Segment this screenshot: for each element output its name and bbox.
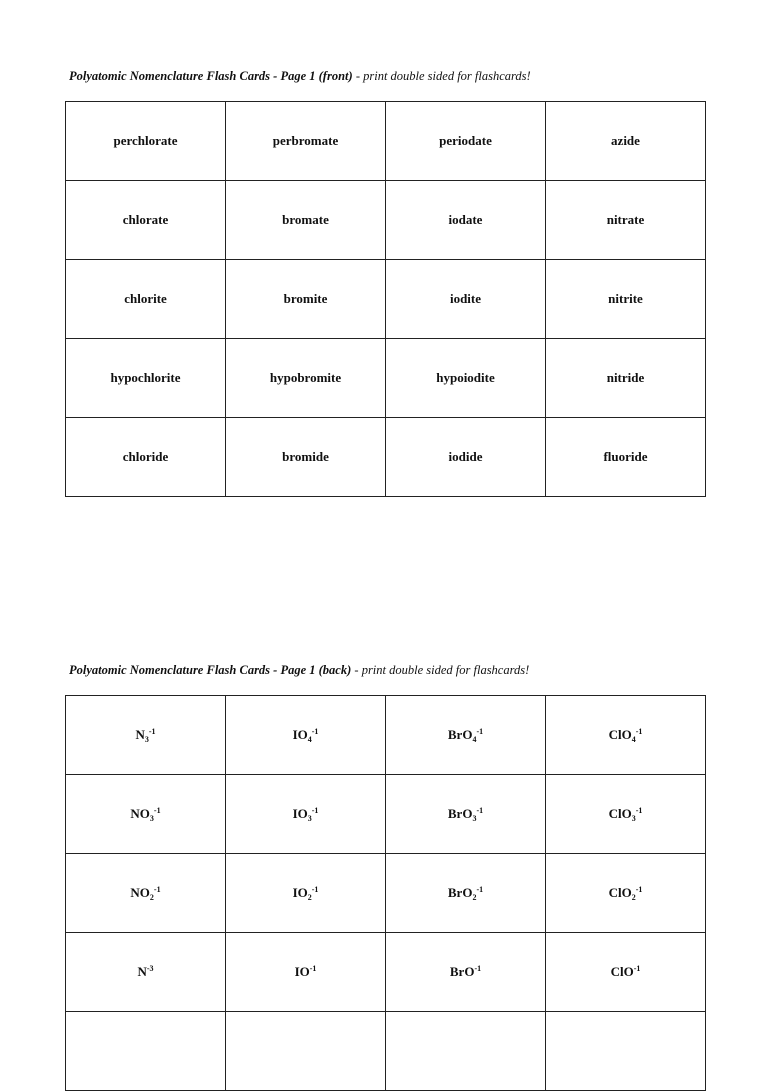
formula-subscript: 3 xyxy=(144,735,149,744)
front-card: bromite xyxy=(226,260,386,339)
back-card xyxy=(226,696,386,775)
formula-charge: -1 xyxy=(476,727,484,736)
front-card: iodide xyxy=(386,418,546,497)
formula-subscript: 2 xyxy=(631,893,636,902)
formula-charge: -3 xyxy=(146,964,154,973)
front-card-row xyxy=(66,181,706,260)
formula-base: BrO xyxy=(449,964,475,979)
back-card-row xyxy=(66,1012,706,1091)
formula-charge: -1 xyxy=(635,727,643,736)
formula-base: NO xyxy=(130,806,150,821)
back-card xyxy=(66,933,226,1012)
front-card: chlorate xyxy=(66,181,226,260)
formula-base: ClO xyxy=(608,727,632,742)
back-card xyxy=(546,696,706,775)
formula-charge: -1 xyxy=(153,806,161,815)
back-card xyxy=(546,1012,706,1091)
formula-charge: -1 xyxy=(476,885,484,894)
front-card-row xyxy=(66,102,706,181)
back-card xyxy=(66,696,226,775)
formula-subscript: 4 xyxy=(472,735,477,744)
formula-charge: -1 xyxy=(476,806,484,815)
formula-base: N xyxy=(137,964,147,979)
formula-base: IO xyxy=(292,885,308,900)
back-card-row xyxy=(66,775,706,854)
back-card xyxy=(66,775,226,854)
front-card: nitrite xyxy=(546,260,706,339)
front-card: iodite xyxy=(386,260,546,339)
back-card xyxy=(226,775,386,854)
back-card xyxy=(546,854,706,933)
back-card xyxy=(386,775,546,854)
front-card: bromate xyxy=(226,181,386,260)
formula-base: ClO xyxy=(608,806,632,821)
formula-base: IO xyxy=(292,806,308,821)
front-card: periodate xyxy=(386,102,546,181)
formula-base: N xyxy=(135,727,145,742)
formula-subscript: 3 xyxy=(307,814,312,823)
front-card: nitride xyxy=(546,339,706,418)
front-card: azide xyxy=(546,102,706,181)
back-card xyxy=(226,854,386,933)
formula-subscript: 2 xyxy=(472,893,477,902)
back-card xyxy=(386,933,546,1012)
formula-subscript: 2 xyxy=(149,893,154,902)
formula-base: BrO xyxy=(447,885,473,900)
back-card-row xyxy=(66,696,706,775)
front-card-grid xyxy=(65,101,706,497)
back-card xyxy=(66,1012,226,1091)
back-card xyxy=(386,854,546,933)
formula-charge: -1 xyxy=(635,885,643,894)
front-card: fluoride xyxy=(546,418,706,497)
front-card: perchlorate xyxy=(66,102,226,181)
formula-subscript: 3 xyxy=(631,814,636,823)
formula-charge: -1 xyxy=(633,964,641,973)
front-card: hypoiodite xyxy=(386,339,546,418)
front-card: chloride xyxy=(66,418,226,497)
back-card-grid xyxy=(65,695,706,1091)
front-card: hypobromite xyxy=(226,339,386,418)
back-card xyxy=(546,775,706,854)
formula-subscript: 4 xyxy=(631,735,636,744)
back-card xyxy=(66,854,226,933)
formula-subscript: 3 xyxy=(472,814,477,823)
back-card xyxy=(226,933,386,1012)
formula-charge: -1 xyxy=(148,727,156,736)
formula-subscript: 3 xyxy=(149,814,154,823)
formula-charge: -1 xyxy=(474,964,482,973)
front-card: nitrate xyxy=(546,181,706,260)
front-card-row xyxy=(66,339,706,418)
front-heading-note: - print double sided for flashcards! xyxy=(352,69,531,83)
formula-base: BrO xyxy=(447,727,473,742)
formula-base: ClO xyxy=(608,885,632,900)
formula-base: NO xyxy=(130,885,150,900)
front-card: perbromate xyxy=(226,102,386,181)
formula-base: ClO xyxy=(610,964,634,979)
formula-base: IO xyxy=(294,964,310,979)
formula-charge: -1 xyxy=(311,806,319,815)
formula-subscript: 4 xyxy=(307,735,312,744)
back-card-row xyxy=(66,933,706,1012)
back-card xyxy=(386,696,546,775)
formula-subscript: 2 xyxy=(307,893,312,902)
back-card-row xyxy=(66,854,706,933)
front-page-heading xyxy=(69,69,531,84)
formula-charge: -1 xyxy=(153,885,161,894)
back-heading-title: Polyatomic Nomenclature Flash Cards - Page 1 (back) xyxy=(69,663,352,677)
front-card-row xyxy=(66,260,706,339)
back-card xyxy=(386,1012,546,1091)
formula-charge: -1 xyxy=(311,885,319,894)
formula-base: IO xyxy=(292,727,308,742)
front-card: chlorite xyxy=(66,260,226,339)
front-card: hypochlorite xyxy=(66,339,226,418)
back-card xyxy=(226,1012,386,1091)
front-card: bromide xyxy=(226,418,386,497)
back-heading-note: - print double sided for flashcards! xyxy=(351,663,530,677)
front-card-row xyxy=(66,418,706,497)
back-card xyxy=(546,933,706,1012)
front-card: iodate xyxy=(386,181,546,260)
front-heading-title: Polyatomic Nomenclature Flash Cards - Page 1 (front) xyxy=(69,69,353,83)
formula-charge: -1 xyxy=(311,727,319,736)
formula-base: BrO xyxy=(447,806,473,821)
formula-charge: -1 xyxy=(635,806,643,815)
back-page-heading xyxy=(69,663,529,678)
formula-charge: -1 xyxy=(309,964,317,973)
